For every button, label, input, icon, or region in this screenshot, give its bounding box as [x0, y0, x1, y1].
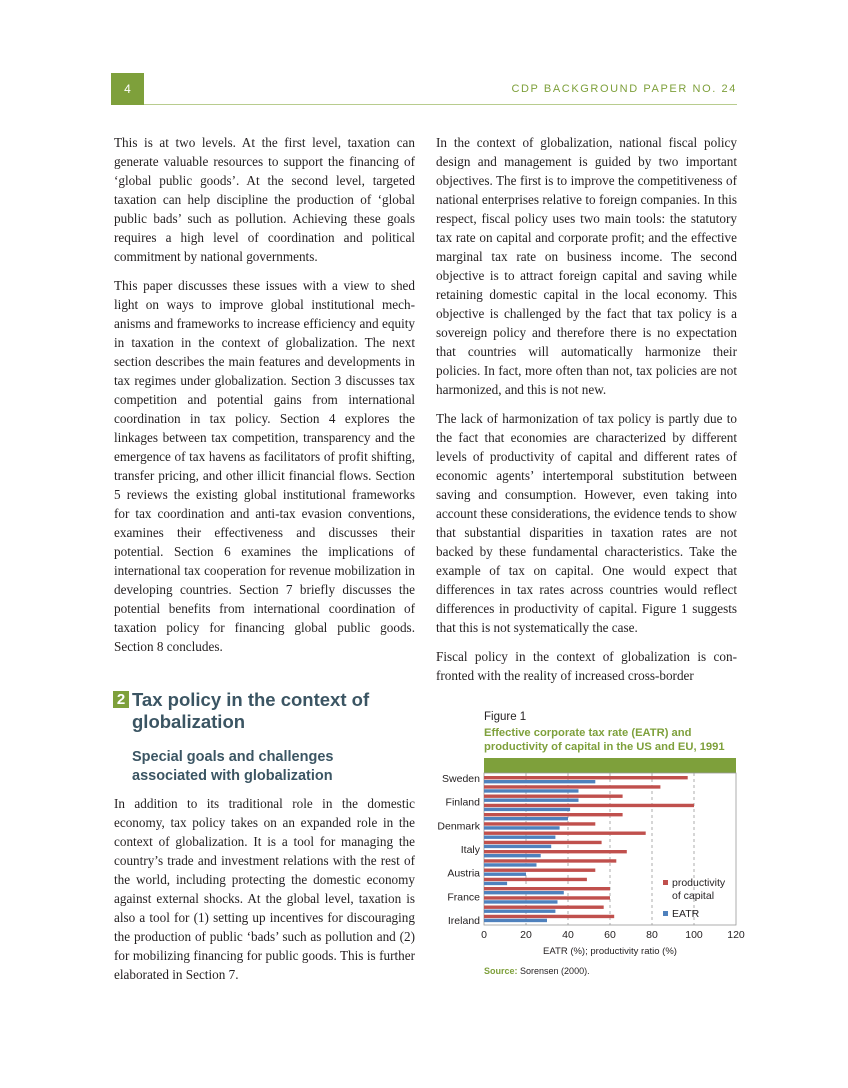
bar-eatr-us: [484, 780, 595, 783]
bar-productivity-finland: [484, 822, 595, 825]
x-tick-label: 120: [727, 929, 745, 941]
bar-eatr-austria: [484, 882, 507, 885]
figure-source: [484, 966, 590, 976]
bar-eatr-netherlands: [484, 836, 555, 839]
bar-productivity-france: [484, 896, 610, 899]
bar-eatr-luxembourg: [484, 854, 541, 857]
figure-label: Figure 1: [484, 711, 527, 723]
bar-productivity-germany: [484, 887, 610, 890]
bar-eatr-finland: [484, 826, 560, 829]
y-category-label: Finland: [445, 796, 480, 809]
bar-eatr-ireland: [484, 919, 547, 922]
x-axis-title: EATR (%); productivity ratio (%): [543, 946, 677, 957]
running-header: CDP BACKGROUND PAPER NO. 24: [511, 83, 737, 95]
legend-swatch-productivity: [663, 880, 668, 885]
bar-eatr-sweden: [484, 799, 579, 802]
x-tick-label: 20: [520, 929, 532, 941]
section-body: [114, 794, 415, 984]
bar-productivity-spain: [484, 804, 694, 807]
bar-productivity-sweden: [484, 795, 623, 798]
y-category-label: Ireland: [447, 915, 480, 927]
y-category-label: Denmark: [437, 820, 480, 833]
bar-eatr-italy: [484, 863, 537, 866]
bar-eatr-spain: [484, 808, 570, 811]
y-category-label: Italy: [460, 844, 480, 856]
y-category-label: France: [447, 891, 480, 904]
x-tick-label: 0: [481, 929, 487, 941]
x-tick-label: 60: [604, 929, 616, 941]
bar-eatr-germany: [484, 891, 564, 894]
figure-title: Effective corporate tax rate (EATR) and productivity of capital in the US and EU, 1991: [484, 727, 725, 753]
y-category-label: Austria: [447, 867, 480, 880]
source-text: Sorensen (2000).: [520, 966, 590, 976]
bar-productivity-portugal: [484, 813, 623, 816]
left-column: [114, 133, 415, 656]
bar-productivity-luxembourg: [484, 850, 627, 853]
bar-productivity-austria: [484, 878, 587, 881]
bar-eatr-greece: [484, 873, 526, 876]
paragraph: This is at two levels. At the first level, taxation can generate valuable resources to support the financing of ‘global public goods’. At the second level, targeted taxation can help discipline the production of ‘global public bads’ such as pollution. Achieving these goals requires a high level of coordination and political commitment by national governments.: [114, 135, 415, 264]
paragraph: In the context of globalization, national fiscal policy design and management is guided by two important objectives. The first is to improve the competitiveness of national enterprises relative to foreign companies. In this respect, fiscal policy uses two main tools: the statutory tax rate on capital and corporate profit; and the effective marginal tax rate on business income. The second objective is to attract foreign capital and saving while retaining domestic capital in the local economy. This objective is challenged by the fact that tax policy is a sovereign policy and therefore there is no expectation that countries will automatically harmonize their policies. In fact, more often than not, tax policies are not harmonized, and this is not new.: [436, 135, 737, 397]
legend-label-eatr: EATR: [672, 908, 700, 920]
bar-productivity-greece: [484, 869, 595, 872]
paragraph: The lack of harmonization of tax policy is partly due to the fact that economies are characterized by different levels of productivity of capital and different rates of economic agents’ intertemporal substitution between saving and consumption. However, even taking into account these considerations, the evidence tends to show that substantial disparities in taxation rates are not backed by these fundamental characteristics. Take the example of tax on capital. One would expect that differences in tax rates across countries would reflect differences in productivity of capital. Figure 1 suggests that this is not systematically the case.: [436, 411, 737, 635]
bar-eatr-belgium: [484, 910, 555, 913]
bar-productivity-us: [484, 776, 688, 779]
bar-eatr-portugal: [484, 817, 568, 820]
legend-label-productivity: productivity of capital: [672, 877, 726, 902]
section-number: 2: [113, 691, 129, 708]
bar-eatr-france: [484, 900, 558, 903]
page-number: 4: [111, 73, 144, 105]
x-tick-label: 40: [562, 929, 574, 941]
bar-productivity-ireland: [484, 915, 614, 918]
chart-header-band: [484, 758, 736, 773]
header-rule: [144, 104, 737, 105]
x-tick-label: 100: [685, 929, 703, 941]
paragraph: Fiscal policy in the context of globalization is confronted with the reality of increased cross-border: [436, 649, 737, 683]
y-category-label: Sweden: [442, 773, 480, 785]
bar-productivity-uk: [484, 785, 660, 788]
bar-eatr-uk: [484, 789, 579, 792]
section-title: Tax policy in the context of globalization: [132, 689, 370, 732]
right-column: [436, 133, 737, 685]
bar-eatr-denmark: [484, 845, 551, 848]
subsection-title: Special goals and challenges associated with globalization: [132, 749, 334, 784]
bar-productivity-denmark: [484, 841, 602, 844]
source-label: Source:: [484, 966, 518, 976]
paragraph: In addition to its traditional role in the domestic economy, tax policy takes on an expanded role in the context of globalization. It is a tool for managing the country’s trade and investment relations with the rest of the world, including protecting the domestic economy against external shocks. At the global level, taxation is also a tool for (1) setting up incentives for discouraging the production of public ‘bads’ such as pollution and (2) for mobilizing financing for public goods. This is further elaborated in Section 7.: [114, 796, 415, 982]
paragraph: This paper discusses these issues with a view to shed light on ways to improve global institutional mechanisms and frameworks to increase efficiency and equity in taxation in the context of globalization. The next section describes the main features and developments in tax regimes under globalization. Section 3 discusses tax competition and potential gains from international coordination in tax policy. Section 4 explores the linkages between tax competition, transparency and the emergence of tax havens as facilitators of profit shifting, transfer pricing, and other illicit financial flows. Section 5 reviews the existing global institutional frameworks for tax coordination and anti-tax evasion conventions, examines their effectiveness and discusses their potential. Section 6 examines the implications of international tax cooperation for revenue mobilization in developing countries. Section 7 briefly discusses the potential benefits from international coordination of taxation policy for financing global public goods. Section 8 concludes.: [114, 278, 415, 654]
bar-chart: [420, 754, 750, 960]
x-tick-label: 80: [646, 929, 658, 941]
bar-productivity-belgium: [484, 906, 604, 909]
bar-productivity-netherlands: [484, 832, 646, 835]
bar-productivity-italy: [484, 859, 616, 862]
legend-swatch-eatr: [663, 911, 668, 916]
